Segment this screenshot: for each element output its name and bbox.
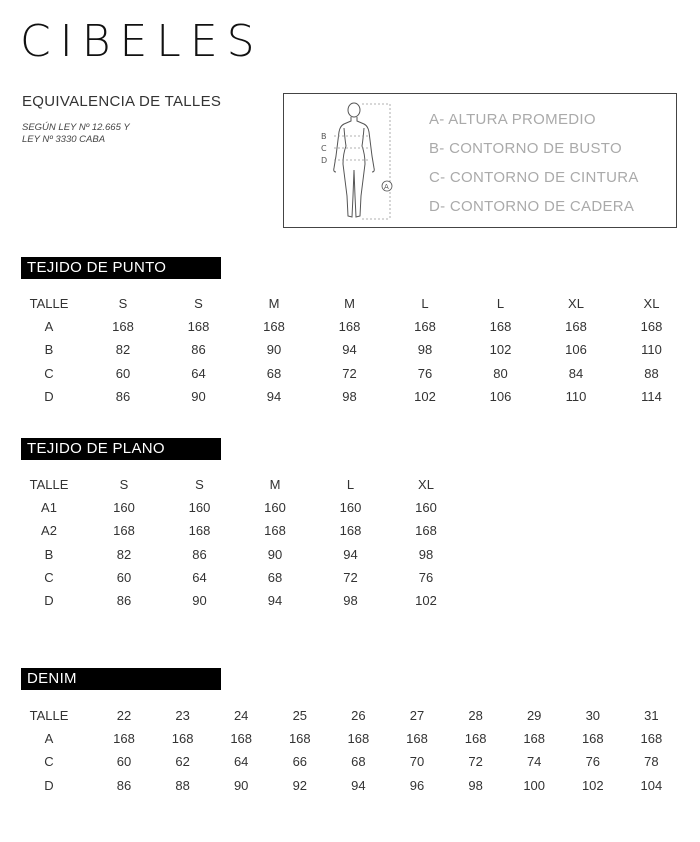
table-cell: 168 bbox=[581, 731, 604, 747]
table-cell: 72 bbox=[342, 365, 357, 381]
table-cell: 168 bbox=[406, 731, 428, 747]
table-cell: 90 bbox=[266, 342, 282, 358]
table-cell: 86 bbox=[192, 546, 207, 562]
table-cell: 168 bbox=[188, 523, 211, 539]
table-cell: 168 bbox=[523, 731, 546, 747]
table-cell: 66 bbox=[292, 754, 308, 770]
row-label: C bbox=[44, 754, 54, 770]
table-cell: 102 bbox=[489, 342, 512, 358]
table-cell: 86 bbox=[115, 388, 131, 404]
table-cell: 84 bbox=[568, 365, 584, 381]
size-header: 29 bbox=[526, 708, 542, 723]
table-cell: 86 bbox=[191, 342, 206, 358]
size-header: 25 bbox=[292, 708, 308, 723]
table-cell: 90 bbox=[267, 546, 283, 562]
row-label: B bbox=[44, 546, 54, 562]
page-subtitle: EQUIVALENCIA DE TALLES bbox=[22, 93, 222, 110]
table-cell: 168 bbox=[414, 319, 436, 335]
table-cell: 94 bbox=[343, 546, 358, 562]
table-cell: 64 bbox=[233, 754, 249, 770]
size-header: XL bbox=[643, 296, 660, 311]
size-header: L bbox=[496, 296, 505, 311]
table-cell: 80 bbox=[493, 365, 508, 381]
table-cell: 82 bbox=[115, 342, 131, 358]
table-cell: 96 bbox=[409, 777, 425, 793]
table-cell: 86 bbox=[116, 777, 132, 793]
legend-item-hip: D- CONTORNO DE CADERA bbox=[429, 198, 635, 215]
size-header: S bbox=[119, 477, 129, 492]
row-label: D bbox=[44, 777, 54, 793]
table-cell: 168 bbox=[338, 319, 361, 335]
table-cell: 76 bbox=[417, 365, 433, 381]
table-cell: 104 bbox=[640, 777, 663, 793]
size-header: XL bbox=[418, 477, 434, 492]
table-cell: 100 bbox=[523, 777, 546, 793]
header-label: TALLE bbox=[29, 477, 69, 492]
figure-letter: A bbox=[384, 183, 389, 191]
table-cell: 98 bbox=[418, 546, 434, 562]
table-cell: 88 bbox=[644, 365, 659, 381]
table-cell: 90 bbox=[233, 777, 249, 793]
table-cell: 60 bbox=[116, 569, 132, 585]
law-reference-line: LEY Nº 3330 CABA bbox=[22, 134, 106, 145]
table-cell: 68 bbox=[267, 569, 283, 585]
table-cell: 168 bbox=[288, 731, 311, 747]
table-cell: 102 bbox=[415, 593, 437, 608]
table-cell: 168 bbox=[347, 731, 370, 747]
size-header: 22 bbox=[116, 708, 132, 723]
table-cell: 168 bbox=[113, 731, 135, 747]
brand-logo: CIBELES bbox=[20, 16, 264, 67]
size-header: 31 bbox=[644, 708, 659, 723]
figure-letter: D bbox=[321, 156, 328, 165]
table-cell: 98 bbox=[342, 388, 357, 404]
size-header: M bbox=[268, 296, 280, 311]
size-header: L bbox=[421, 296, 429, 311]
table-cell: 86 bbox=[116, 593, 132, 608]
row-label: A bbox=[44, 731, 54, 747]
row-label: C bbox=[44, 365, 54, 381]
table-cell: 70 bbox=[409, 754, 425, 770]
measurement-legend bbox=[283, 93, 677, 228]
table-cell: 64 bbox=[192, 569, 207, 585]
table-cell: 98 bbox=[417, 342, 433, 358]
table-cell: 160 bbox=[113, 500, 135, 516]
table-cell: 168 bbox=[264, 523, 286, 539]
table-cell: 68 bbox=[351, 754, 366, 770]
size-header: 23 bbox=[175, 708, 190, 723]
table-cell: 90 bbox=[191, 388, 206, 404]
table-cell: 168 bbox=[415, 523, 437, 539]
table-cell: 72 bbox=[343, 569, 358, 585]
table-cell: 60 bbox=[115, 365, 131, 381]
table-cell: 94 bbox=[267, 593, 283, 608]
table-cell: 168 bbox=[113, 523, 135, 539]
row-label: A bbox=[44, 319, 54, 335]
table-cell: 160 bbox=[339, 500, 362, 516]
size-header: 24 bbox=[233, 708, 249, 723]
size-header: 27 bbox=[409, 708, 425, 723]
table-cell: 94 bbox=[266, 388, 282, 404]
table-cell: 168 bbox=[640, 319, 663, 335]
table-cell: 82 bbox=[116, 546, 132, 562]
size-header: 28 bbox=[468, 708, 483, 723]
table-cell: 168 bbox=[565, 319, 587, 335]
table-cell: 106 bbox=[565, 342, 587, 358]
table-cell: 76 bbox=[418, 569, 434, 585]
table-cell: 62 bbox=[175, 754, 190, 770]
table-cell: 168 bbox=[230, 731, 253, 747]
table-cell: 78 bbox=[644, 754, 659, 770]
table-cell: 102 bbox=[581, 777, 604, 793]
size-header: 30 bbox=[585, 708, 601, 723]
size-header: XL bbox=[568, 296, 584, 311]
table-cell: 92 bbox=[292, 777, 308, 793]
law-reference-line: SEGÚN LEY Nº 12.665 Y bbox=[22, 122, 130, 133]
table-cell: 76 bbox=[585, 754, 601, 770]
table-cell: 74 bbox=[526, 754, 542, 770]
table-cell: 94 bbox=[351, 777, 366, 793]
row-label: B bbox=[44, 342, 54, 358]
header-label: TALLE bbox=[29, 708, 69, 723]
table-cell: 160 bbox=[415, 500, 437, 516]
table-cell: 64 bbox=[191, 365, 206, 381]
table-cell: 72 bbox=[468, 754, 483, 770]
legend-item-waist: C- CONTORNO DE CINTURA bbox=[429, 169, 639, 186]
row-label: A2 bbox=[41, 523, 57, 539]
table-cell: 114 bbox=[641, 388, 662, 404]
table-cell: 168 bbox=[112, 319, 134, 335]
size-header: M bbox=[269, 477, 281, 492]
row-label: D bbox=[44, 593, 54, 608]
header-label: TALLE bbox=[29, 296, 69, 311]
legend-item-height: A- ALTURA PROMEDIO bbox=[429, 111, 596, 128]
table-cell: 168 bbox=[263, 319, 285, 335]
table-cell: 168 bbox=[489, 319, 512, 335]
size-header: 26 bbox=[351, 708, 366, 723]
table-cell: 168 bbox=[339, 523, 362, 539]
table-cell: 168 bbox=[187, 319, 210, 335]
body-figure-icon bbox=[314, 98, 424, 223]
size-header: L bbox=[346, 477, 355, 492]
legend-item-bust: B- CONTORNO DE BUSTO bbox=[429, 140, 622, 157]
figure-letter: B bbox=[321, 132, 327, 141]
table-cell: 110 bbox=[565, 388, 587, 404]
row-label: A1 bbox=[41, 500, 57, 516]
table-cell: 168 bbox=[464, 731, 487, 747]
figure-letter: C bbox=[321, 144, 327, 153]
section-title-tejido-punto: TEJIDO DE PUNTO bbox=[21, 257, 221, 279]
size-header: S bbox=[195, 477, 204, 492]
table-cell: 90 bbox=[192, 593, 207, 608]
table-cell: 88 bbox=[175, 777, 190, 793]
row-label: D bbox=[44, 388, 54, 404]
table-cell: 160 bbox=[188, 500, 211, 516]
row-label: C bbox=[44, 569, 54, 585]
table-cell: 60 bbox=[116, 754, 132, 770]
size-header: S bbox=[194, 296, 203, 311]
table-cell: 102 bbox=[414, 388, 436, 404]
table-cell: 110 bbox=[641, 342, 662, 358]
table-cell: 106 bbox=[489, 388, 512, 404]
table-cell: 98 bbox=[343, 593, 358, 608]
table-cell: 94 bbox=[342, 342, 357, 358]
table-cell: 168 bbox=[640, 731, 663, 747]
table-cell: 68 bbox=[266, 365, 282, 381]
table-cell: 160 bbox=[264, 500, 286, 516]
size-header: M bbox=[344, 296, 355, 311]
table-cell: 98 bbox=[468, 777, 483, 793]
size-header: S bbox=[118, 296, 128, 311]
section-title-tejido-plano: TEJIDO DE PLANO bbox=[21, 438, 221, 460]
table-cell: 168 bbox=[171, 731, 194, 747]
section-title-denim: DENIM bbox=[21, 668, 221, 690]
